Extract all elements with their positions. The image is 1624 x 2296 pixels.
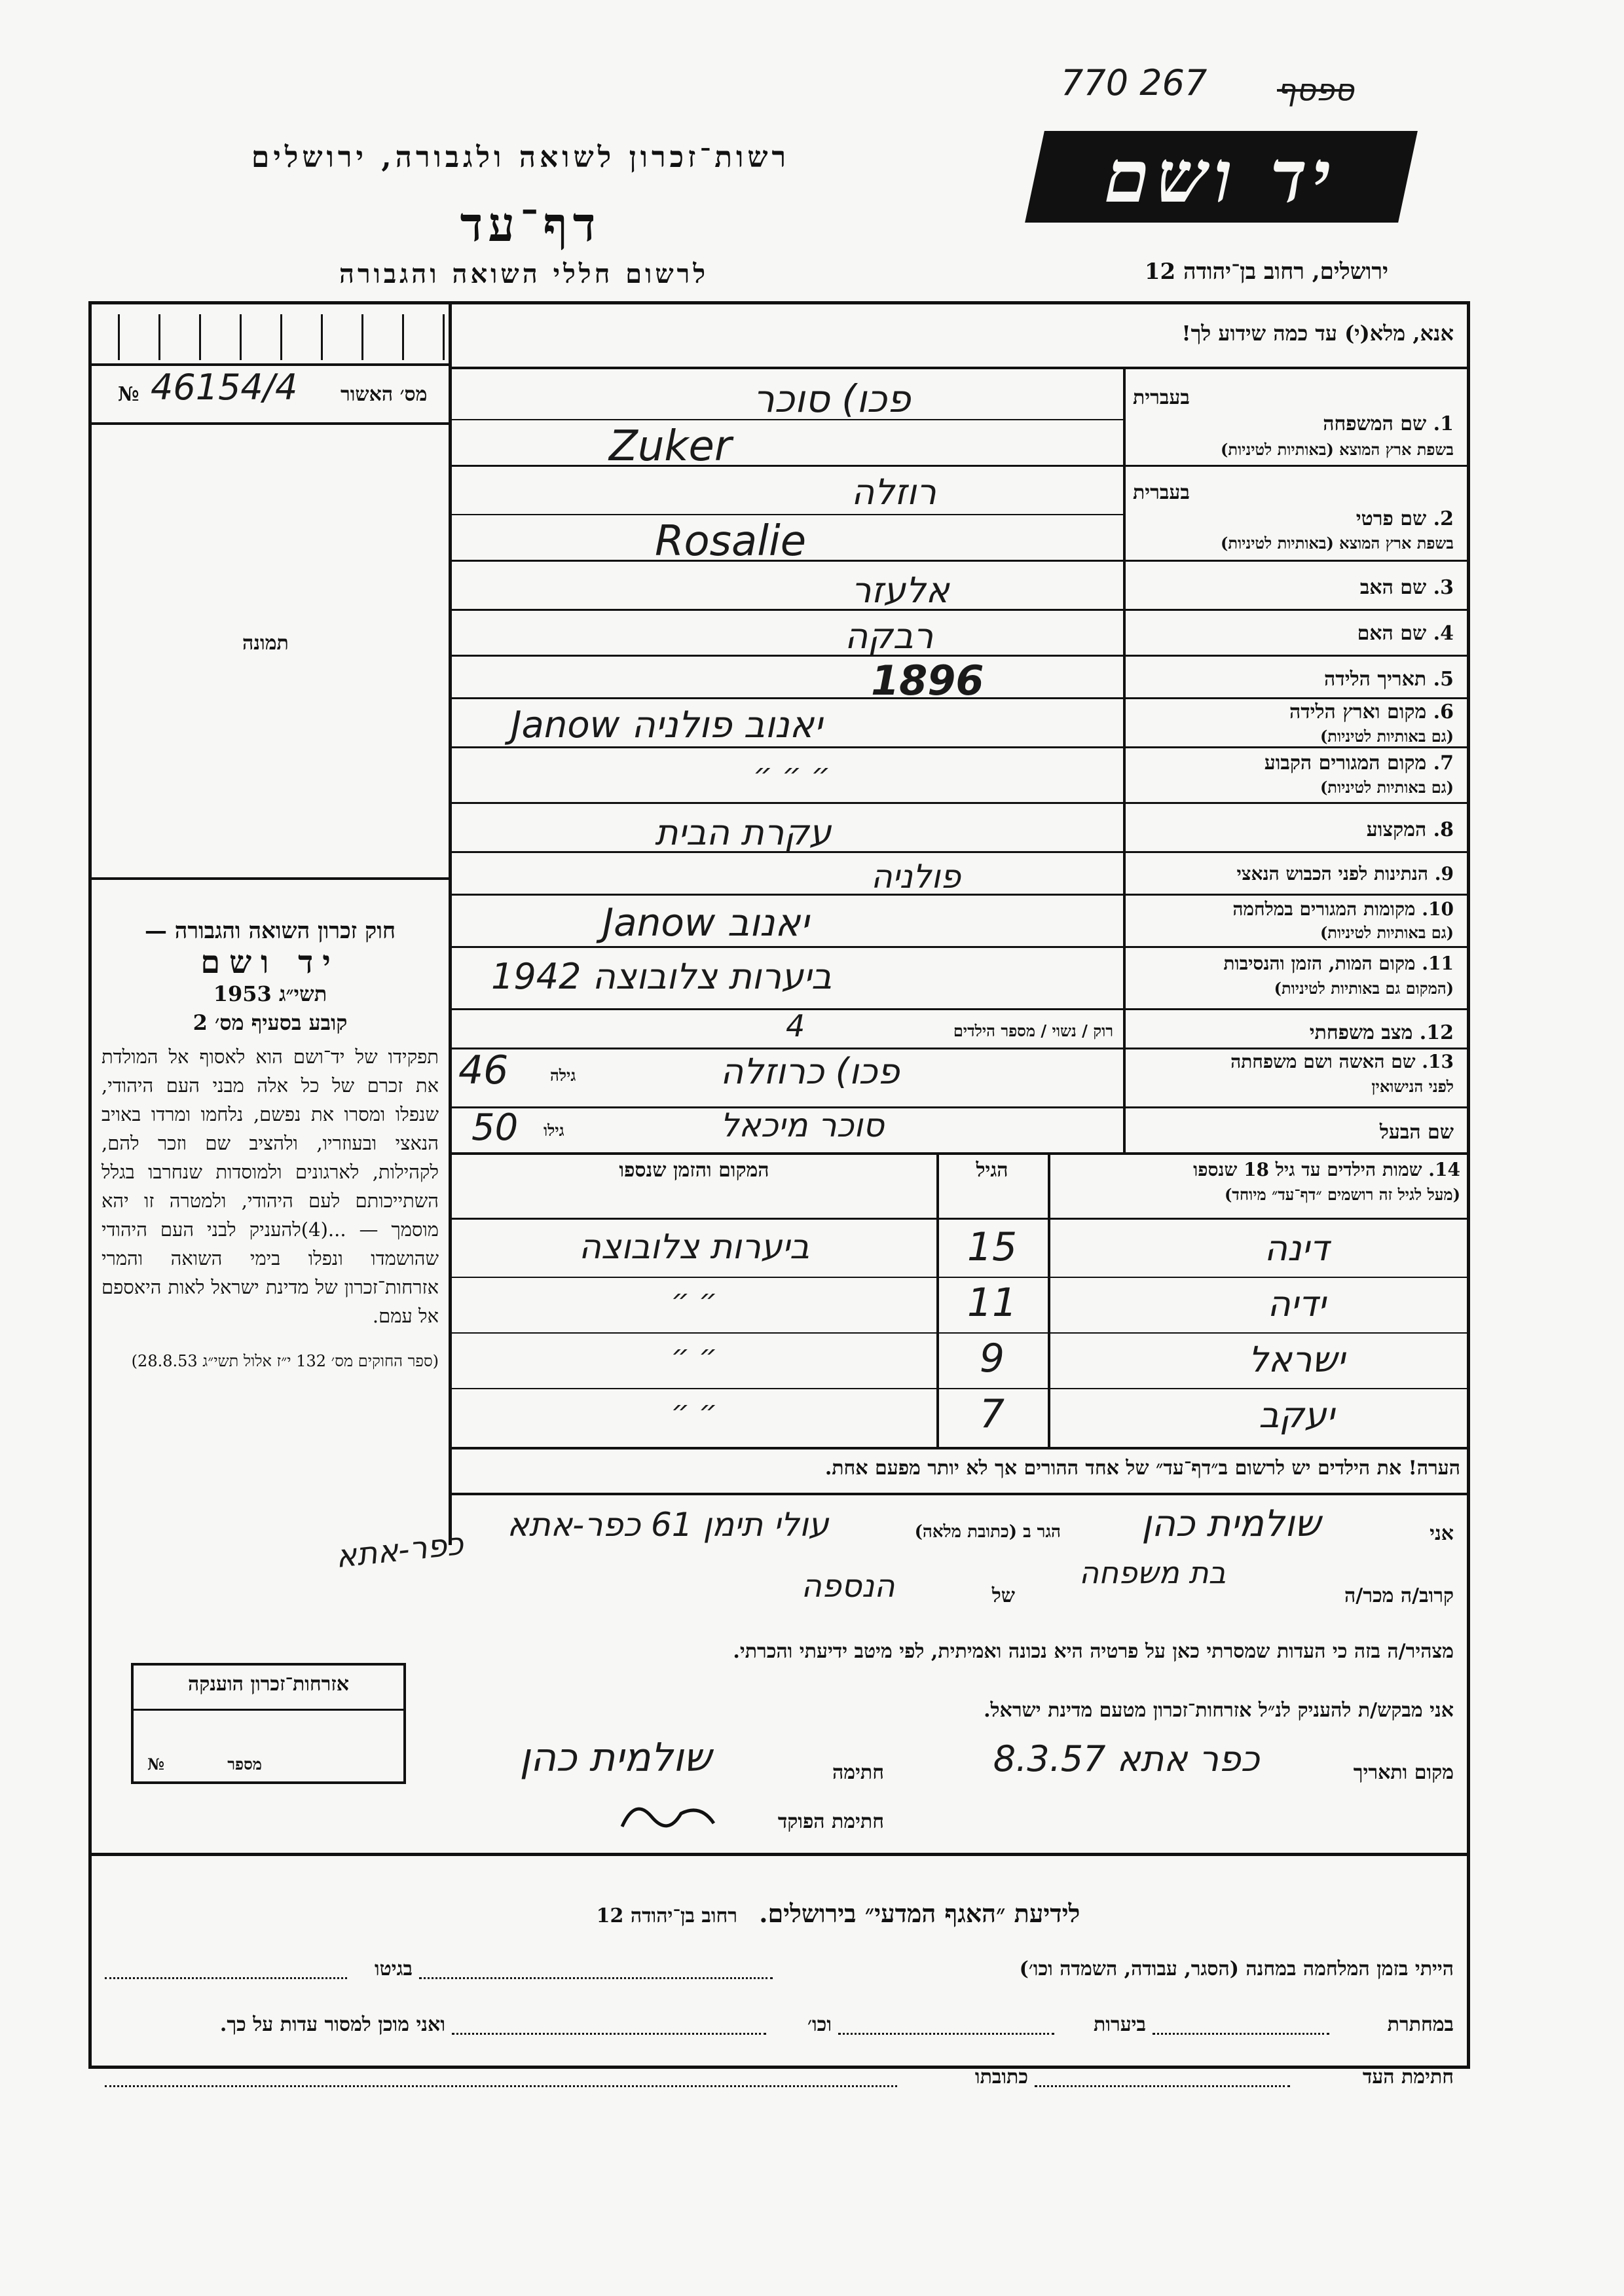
divider	[452, 1218, 1470, 1220]
law-name: יד ושם	[200, 944, 340, 981]
field-11-sub: (המקום גם באותיות לטיניות)	[1274, 979, 1454, 998]
stamp-no-prefix: №	[147, 1755, 165, 1774]
field-5-label: 5. תאריך הלידה	[1324, 668, 1454, 691]
divider	[452, 697, 1123, 699]
table-row	[452, 1277, 1470, 1332]
witness-sig-field[interactable]	[1035, 2085, 1290, 2087]
law-block	[101, 917, 439, 1372]
officer-label: חתימת הפוקד	[777, 1810, 884, 1833]
divider	[452, 894, 1123, 896]
underground-field[interactable]	[1153, 2033, 1329, 2035]
field-12-value: 4	[786, 1008, 805, 1044]
law-section: קובע בסעיף מס׳ 2	[193, 1010, 348, 1035]
of-label: של	[991, 1584, 1015, 1607]
divider	[1123, 946, 1470, 948]
child-name: יעקב	[1259, 1394, 1335, 1436]
field-9-label: 9. הנתינות לפני הכבוש הנאצי	[1236, 863, 1454, 884]
divider	[452, 1152, 1470, 1155]
child-place: ״ ״	[671, 1394, 718, 1428]
field-8-label: 8. המקצוע	[1366, 818, 1454, 841]
address-label: הגר ב (כתובת מלאה)	[914, 1522, 1061, 1542]
address: ירושלים, רחוב בן־יהודה 12	[1144, 259, 1388, 285]
divider	[1123, 746, 1470, 748]
divider	[88, 1853, 1470, 1856]
child-place: ״ ״	[671, 1339, 718, 1372]
children-title-sub: (מעל לגיל זה רושמים ״דף־עד״ מיוחד)	[1224, 1185, 1460, 1204]
divider	[452, 1048, 1123, 1049]
divider	[452, 746, 1123, 748]
divider	[88, 877, 452, 880]
record-number: 46154/4	[151, 367, 298, 408]
law-citation: (ספר החוקים מס׳ 132 י״ז אלול תשי״ג 28.8.53)	[131, 1352, 439, 1370]
footer-line1: הייתי בזמן המלחמה במחנה (הסגר, עבודה, השמדה וכו׳)	[1019, 1958, 1454, 1980]
relation-value: בת משפחה	[1079, 1555, 1227, 1590]
field-4-label: 4. שם האם	[1357, 622, 1454, 645]
child-age: 7	[979, 1391, 1005, 1437]
of-value: הנספה	[801, 1568, 895, 1605]
husband-age-label: גילו	[544, 1121, 564, 1140]
underground-label: במחתרת	[1387, 2013, 1454, 2036]
place-date-value: כפר אתא 8.3.57	[993, 1738, 1260, 1779]
ghetto-label: בגיטו	[374, 1958, 413, 1980]
field-13-sub: לפני הנישואין	[1371, 1077, 1454, 1096]
divider	[452, 514, 1123, 515]
child-age: 15	[967, 1224, 1018, 1270]
divider	[452, 1493, 1470, 1495]
divider	[452, 655, 1123, 657]
field-1-label: 1. שם המשפחה	[1323, 412, 1454, 435]
field-7-sub: (גם באותיות לטיניות)	[1320, 778, 1454, 797]
note: הערה! את הילדים יש לרשום ב״דף־עד״ של אחד ההורים אך לא יותר מפעם אחת.	[824, 1457, 1460, 1480]
divider	[452, 367, 1470, 369]
field-4-value: רבקה	[845, 615, 934, 657]
field-2-latin: Rosalie	[655, 517, 807, 566]
divider	[1123, 802, 1470, 804]
divider	[452, 1447, 1470, 1449]
field-2-sub: בשפת ארץ המוצא (באותיות לטיניות)	[1221, 534, 1454, 553]
field-1-latin: Zuker	[609, 422, 732, 471]
child-name: ידיה	[1267, 1283, 1326, 1324]
divider	[1123, 560, 1470, 562]
table-row	[452, 1332, 1470, 1388]
divider	[452, 946, 1123, 948]
husband-label: שם הבעל	[1379, 1121, 1454, 1144]
field-9-value: פולניה	[871, 858, 961, 896]
etc-field[interactable]	[452, 2033, 766, 2035]
testimony-text: ואני מוכן למסור עדות על כך.	[219, 2013, 445, 2036]
etc-label: וכו׳	[807, 2013, 832, 2036]
relation-label: קרוב/ה מכר/ה	[1344, 1584, 1454, 1607]
divider	[1123, 465, 1470, 467]
field-3-value: אלעזר	[851, 570, 950, 611]
husband-value: סוכר מיכאל	[720, 1106, 885, 1144]
divider	[131, 1709, 406, 1711]
footer-heading	[511, 1899, 1166, 1929]
field-6-value: יאנוב פולניה Janow	[511, 704, 822, 746]
witness-name: שולמית כהן	[1141, 1503, 1321, 1545]
field-2-label: 2. שם פרטי	[1356, 507, 1454, 530]
record-label: מס׳ האשור	[341, 383, 428, 406]
field-6-label: 6. מקום וארץ הלידה	[1289, 701, 1454, 723]
address-field[interactable]	[105, 2085, 897, 2087]
table-row	[452, 1221, 1470, 1277]
field-5-value: 1896	[871, 657, 984, 704]
divider	[1123, 609, 1470, 611]
wife-age: 46	[458, 1048, 509, 1093]
age-label: גילה	[550, 1066, 576, 1085]
field-11-value: ביערות צלובוצה 1942	[491, 956, 832, 997]
child-name: דינה	[1264, 1228, 1329, 1269]
divider	[452, 609, 1123, 611]
officer-signature	[616, 1791, 720, 1843]
photo-label: תמונה	[242, 632, 289, 655]
hebrew-label-2: בעברית	[1133, 481, 1190, 504]
stamp-number-label: מספר	[227, 1755, 262, 1774]
divider	[1123, 655, 1470, 657]
divider	[1123, 1008, 1470, 1010]
divider	[452, 1332, 1470, 1334]
field-2-hebrew: רוזלה	[851, 471, 936, 513]
divider	[88, 422, 452, 425]
footer-heading-addr: רחוב בן־יהודה 12	[596, 1904, 737, 1927]
field-1-hebrew: פכו) סוכר	[753, 376, 911, 421]
field-12-label: 12. מצב משפחתי	[1309, 1021, 1454, 1044]
child-place: ״ ״	[671, 1283, 718, 1317]
field-8-value: עקרת הבית	[655, 812, 832, 853]
field-7-value: ״ ״ ״	[753, 756, 831, 792]
field-11-label: 11. מקום המות, הזמן והנסיבות	[1223, 953, 1454, 974]
field-3-label: 3. שם האב	[1359, 576, 1454, 599]
divider	[1123, 851, 1470, 853]
form-title: דף־עד	[460, 196, 601, 252]
field-10-label: 10. מקומות המגורים במלחמה	[1232, 898, 1454, 920]
field-6-sub: (גם באותיות לטיניות)	[1320, 727, 1454, 746]
signature-label: חתימה	[832, 1761, 884, 1784]
child-age: 9	[979, 1336, 1005, 1381]
ani-label: אני	[1430, 1522, 1454, 1545]
yad-vashem-logo: יד ושם	[1025, 131, 1418, 223]
divider	[88, 363, 452, 366]
divider	[452, 1277, 1470, 1278]
children-title: 14. שמות הילדים עד גיל 18 שנספו	[1193, 1159, 1460, 1180]
form-subtitle: לרשום חללי השואה והגבורה	[339, 259, 709, 289]
col-place: המקום והזמן שנספו	[619, 1159, 769, 1182]
field-1-sub: בשפת ארץ המוצא (באותיות לטיניות)	[1221, 440, 1454, 459]
field-13-value: פכו) כרוזלה	[720, 1051, 900, 1092]
hebrew-label-1: בעברית	[1133, 386, 1190, 409]
record-boxes	[118, 314, 445, 360]
divider	[1123, 1106, 1470, 1108]
forests-label: ביערות	[1093, 2013, 1146, 2036]
law-heading: חוק זכרון השואה והגבורה —	[144, 918, 396, 944]
declaration-text: מצהיר/ה בזה כי העדות שמסרתי כאן על פרטיה היא נכונה ואמיתית, לפי מיטב ידיעתי והכרתי.	[733, 1640, 1454, 1663]
reference-number: 770 267	[1061, 62, 1208, 103]
request-text: אני מבקש/ת להעניק לנ״ל אזרחות־זכרון מטעם מדינת ישראל.	[984, 1699, 1454, 1722]
child-age: 11	[967, 1280, 1018, 1326]
divider	[1123, 1048, 1470, 1049]
field-10-value: יאנוב Janow	[602, 900, 809, 945]
crossed-reference: ספסף	[1277, 72, 1354, 107]
col-age: הגיל	[976, 1159, 1008, 1182]
divider	[452, 1388, 1470, 1389]
record-no-prefix: №	[118, 383, 139, 406]
ghetto-field[interactable]	[105, 1977, 347, 1979]
divider	[452, 802, 1123, 804]
divider	[1123, 697, 1470, 699]
divider	[452, 465, 1123, 467]
witness-signature: שולמית כהן	[519, 1735, 712, 1781]
divider	[1123, 894, 1470, 896]
husband-age: 50	[471, 1106, 519, 1149]
forests-field[interactable]	[838, 2033, 1054, 2035]
place-date-label: מקום ותאריך	[1353, 1761, 1454, 1784]
address-footer-label: כתובתו	[974, 2066, 1028, 2088]
camp-field[interactable]	[419, 1977, 773, 1979]
organization-name: רשות־זכרון לשואה ולגבורה, ירושלים	[251, 141, 790, 174]
witness-address: עולי תימן 61 כפר-אתא	[507, 1506, 829, 1544]
table-row	[452, 1388, 1470, 1444]
witness-sig-label: חתימת העד	[1362, 2066, 1454, 2088]
side-note: כפר-אתא	[333, 1525, 466, 1576]
label-column-divider	[1123, 367, 1126, 1152]
stamp-title: אזרחות־זכרון הוענקה	[187, 1673, 350, 1696]
field-7-label: 7. מקום המגורים הקבוע	[1264, 752, 1454, 774]
child-name: ישראל	[1248, 1339, 1345, 1380]
law-year: תשי״ג 1953	[213, 981, 327, 1006]
field-12-options: רוק / נשוי / מספר הילדים	[953, 1021, 1113, 1040]
child-place: ביערות צלובוצה	[578, 1228, 810, 1267]
field-10-sub: (גם באותיות לטיניות)	[1320, 923, 1454, 942]
field-13-label: 13. שם האשה ושם משפחתה	[1230, 1051, 1454, 1072]
footer-heading-text: לידיעת ״האגף המדעי״ בירושלים.	[759, 1899, 1080, 1928]
instruction: אנא, מלא(י) עד כמה שידוע לך!	[1181, 321, 1454, 346]
law-text: תפקידו של יד־ושם הוא לאסוף אל המולדת את זכרם של כל אלה מבני העם היהודי, שנפלו ומסרו את נפשם, נלחמו ומרדו באויב הנאצי ובעוזריו, ולהציב שם וזכר להם, לקהילות, לארגונים ולמוסדות שנחרבו בגלל השתייכותם לעם היהודי, ולמטרה זו יהא מוסמך — ...(4)להעניק לבני העם היהודי שהושמדו ונפלו בימי השואה והמרי אזרחות־זכרון של מדינת ישראל לאות היאספם אל עמם.	[101, 1046, 439, 1327]
